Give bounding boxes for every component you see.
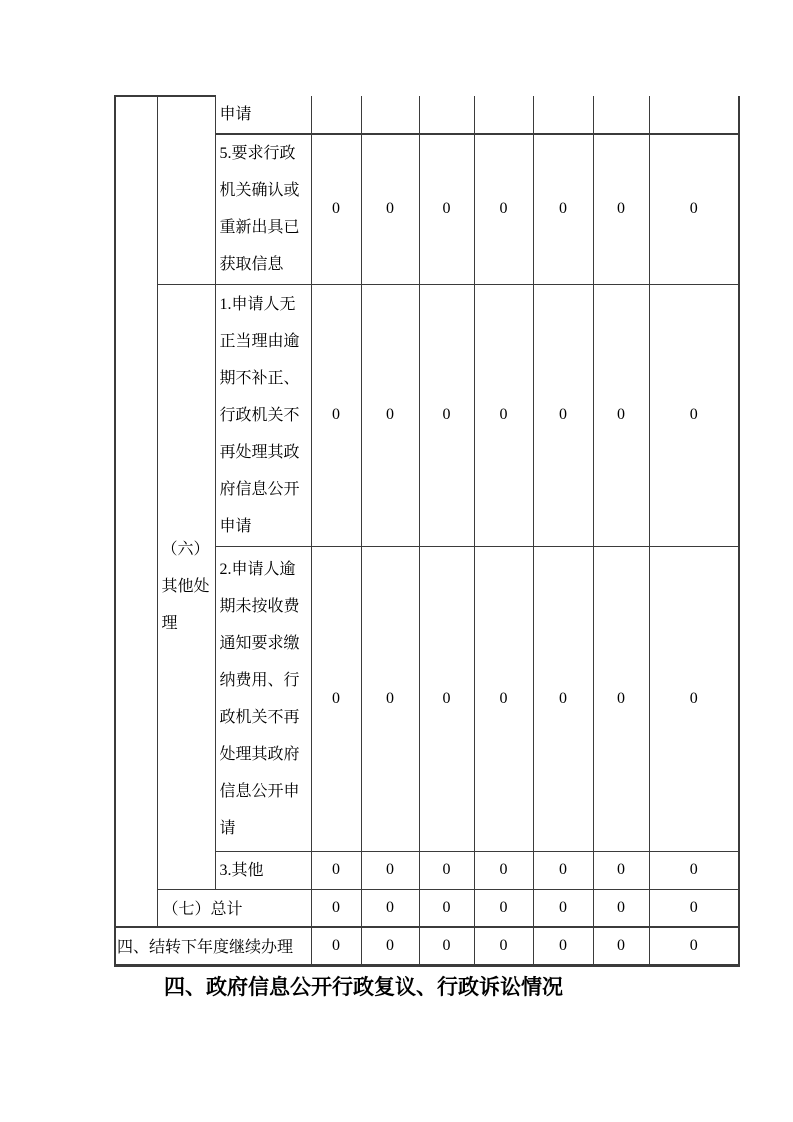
- value-cell: 0: [419, 284, 474, 546]
- value-cell: [593, 96, 649, 134]
- value-cell: 0: [311, 889, 361, 927]
- value-cell: 0: [311, 284, 361, 546]
- total-label-cell: （七）总计: [157, 889, 311, 927]
- value-cell: 0: [361, 546, 419, 851]
- row-label-cell: 申请: [215, 96, 311, 134]
- value-cell: 0: [593, 889, 649, 927]
- value-cell: [361, 96, 419, 134]
- value-cell: 0: [474, 927, 533, 965]
- row-label-cell: 3.其他: [215, 851, 311, 889]
- table-row-6-1: [115, 284, 739, 546]
- value-cell: [474, 96, 533, 134]
- value-cell: 0: [474, 284, 533, 546]
- value-cell: 0: [361, 927, 419, 965]
- value-cell: 0: [593, 546, 649, 851]
- value-cell: 0: [311, 546, 361, 851]
- value-cell: 0: [533, 546, 593, 851]
- row-label-cell: 1.申请人无正当理由逾期不补正、行政机关不再处理其政府信息公开申请: [215, 284, 311, 546]
- value-cell: 0: [311, 134, 361, 284]
- category-cell-other-handling: （六）其他处理: [157, 284, 215, 889]
- value-cell: 0: [361, 284, 419, 546]
- value-cell: 0: [533, 284, 593, 546]
- value-cell: 0: [419, 546, 474, 851]
- value-cell: 0: [474, 546, 533, 851]
- value-cell: 0: [593, 851, 649, 889]
- value-cell: 0: [593, 927, 649, 965]
- value-cell: 0: [361, 889, 419, 927]
- value-cell: 0: [533, 851, 593, 889]
- value-cell: 0: [419, 851, 474, 889]
- value-cell: 0: [474, 889, 533, 927]
- value-cell: 0: [311, 851, 361, 889]
- value-cell: 0: [361, 851, 419, 889]
- disclosure-statistics-table: [114, 95, 740, 967]
- value-cell: 0: [361, 134, 419, 284]
- value-cell: 0: [649, 284, 739, 546]
- value-cell: 0: [593, 284, 649, 546]
- value-cell: 0: [474, 134, 533, 284]
- value-cell: 0: [533, 134, 593, 284]
- value-cell: 0: [533, 889, 593, 927]
- value-cell: 0: [649, 927, 739, 965]
- row-label-cell: 2.申请人逾期未按收费通知要求缴纳费用、行政机关不再处理其政府信息公开申请: [215, 546, 311, 851]
- value-cell: 0: [474, 851, 533, 889]
- value-cell: 0: [649, 546, 739, 851]
- value-cell: 0: [419, 889, 474, 927]
- value-cell: [533, 96, 593, 134]
- category-cell-empty: [157, 96, 215, 284]
- table-row-total: [115, 889, 739, 927]
- value-cell: 0: [593, 134, 649, 284]
- value-cell: 0: [649, 134, 739, 284]
- value-cell: 0: [649, 889, 739, 927]
- value-cell: [311, 96, 361, 134]
- value-cell: [649, 96, 739, 134]
- table-row-carryover: [115, 927, 739, 965]
- carryover-label-cell: 四、结转下年度继续办理: [115, 927, 311, 965]
- value-cell: 0: [419, 927, 474, 965]
- value-cell: [419, 96, 474, 134]
- value-cell: 0: [649, 851, 739, 889]
- row-label-cell: 5.要求行政机关确认或重新出具已获取信息: [215, 134, 311, 284]
- value-cell: 0: [311, 927, 361, 965]
- value-cell: 0: [533, 927, 593, 965]
- value-cell: 0: [419, 134, 474, 284]
- section-heading: 四、政府信息公开行政复议、行政诉讼情况: [164, 976, 563, 999]
- left-spanner-cell: [115, 96, 157, 927]
- table-row-continuation: [115, 96, 739, 134]
